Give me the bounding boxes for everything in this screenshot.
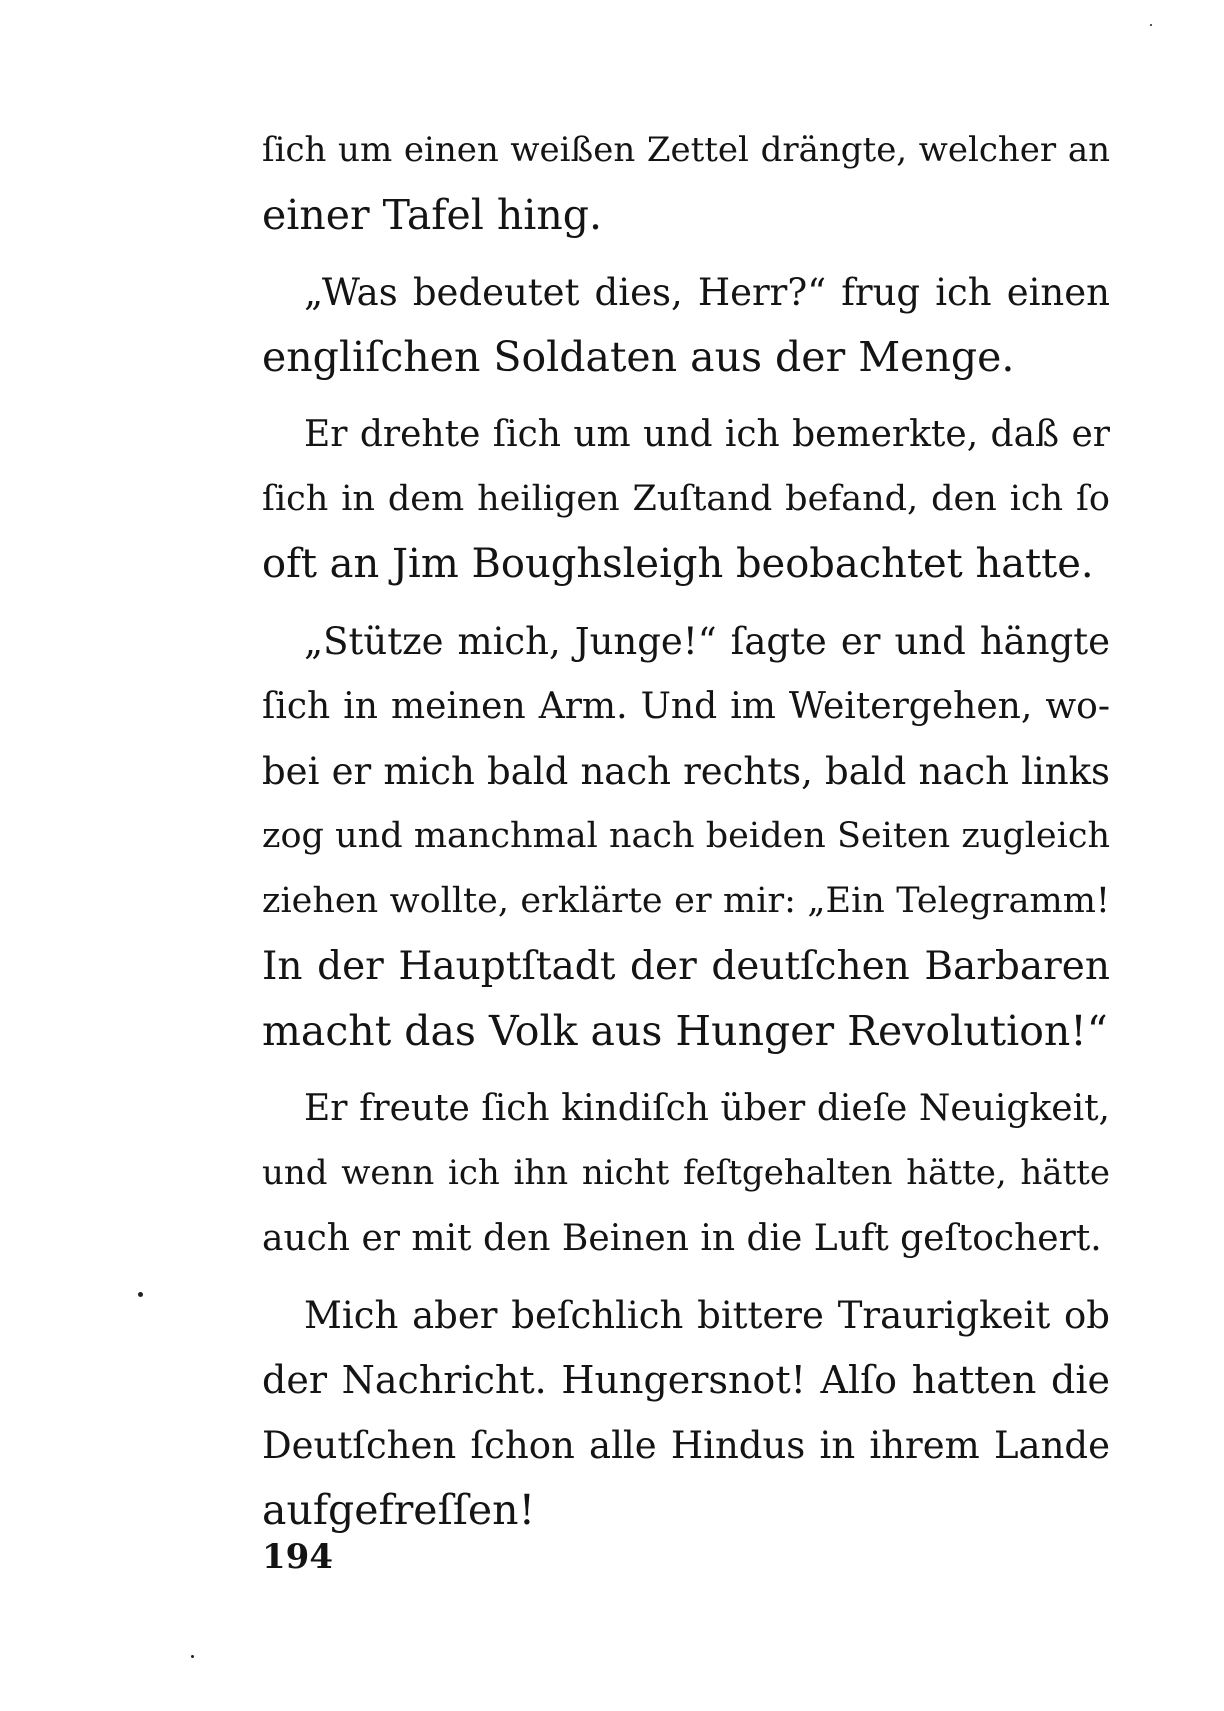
page-number: 194	[262, 1537, 333, 1577]
text-line: der Nachricht. Hungersnot! Alſo hatten die	[262, 1358, 1110, 1402]
text-line: „Stütze mich, Junge!“ ſagte er und hängte	[304, 620, 1110, 663]
text-line: Er freute ſich kindiſch über dieſe Neuigkeit,	[304, 1088, 1110, 1129]
text-line: zog und manchmal nach beiden Seiten zugleich	[262, 816, 1110, 856]
text-line: bei er mich bald nach rechts, bald nach links	[262, 750, 1110, 793]
text-line: Er drehte ſich um und ich bemerkte, daß er	[304, 414, 1110, 455]
text-line: ſich in dem heiligen Zuſtand befand, den ich ſo	[262, 479, 1110, 519]
text-line: auch er mit den Beinen in die Luft geſtochert.	[262, 1218, 1102, 1259]
text-line: engliſchen Soldaten aus der Menge.	[262, 333, 1015, 381]
text-line: macht das Volk aus Hunger Revolution!“	[262, 1007, 1108, 1055]
text-line: einer Tafel hing.	[262, 191, 603, 239]
text-line: oft an Jim Boughsleigh beobachtet hatte.	[262, 541, 1094, 587]
text-line: und wenn ich ihn nicht feſtgehalten hätte, hätte	[262, 1153, 1110, 1193]
text-line: aufgefreſſen!	[262, 1486, 536, 1534]
text-line: Deutſchen ſchon alle Hindus in ihrem Lande	[262, 1424, 1110, 1467]
text-line: „Was bedeutet dies, Herr?“ frug ich einen	[304, 271, 1110, 314]
text-line: ſich in meinen Arm. Und im Weitergehen, wo-	[262, 686, 1110, 727]
scan-speck	[138, 1292, 143, 1297]
scan-speck	[1150, 24, 1152, 26]
text-line: Mich aber beſchlich bittere Traurigkeit ob	[304, 1294, 1110, 1337]
body-text	[262, 118, 1110, 1543]
text-line: ziehen wollte, erklärte er mir: „Ein Telegramm!	[262, 881, 1110, 921]
text-line: In der Hauptſtadt der deutſchen Barbaren	[262, 944, 1110, 989]
text-line: ſich um einen weißen Zettel drängte, welcher an	[262, 130, 1110, 170]
scan-speck	[191, 1655, 194, 1658]
